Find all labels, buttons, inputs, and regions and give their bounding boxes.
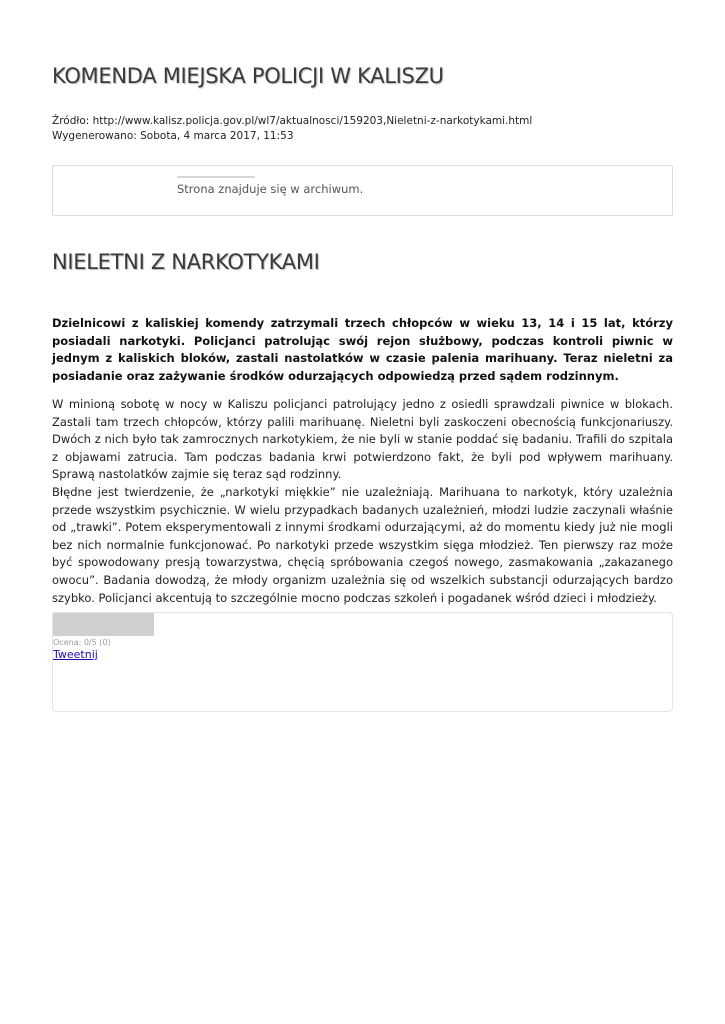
generated-date: Wygenerowano: Sobota, 4 marca 2017, 11:53 (52, 130, 294, 142)
article-lead: Dzielnicowi z kaliskiej komendy zatrzymali trzech chłopców w wieku 13, 14 i 15 lat, którzy posiadali narkotyki. Policjanci patrolując swój rejon służbowy, podczas kontroli piwnic w jednym z kaliskich bloków, zastali nastolatków w czasie palenia marihuany. Teraz nieletni za posiadanie oraz zażywanie środków odurzających odpowiedzą przed sądem rodzinnym. (52, 316, 673, 383)
rating-stars[interactable] (53, 613, 154, 636)
site-title: KOMENDA MIEJSKA POLICJI W KALISZU (52, 64, 444, 88)
tweet-link[interactable]: Tweetnij (53, 648, 98, 661)
article-paragraph: W minioną sobotę w nocy w Kaliszu policjanci patrolujący jedno z osiedli sprawdzali piwnice w blokach. Zastali tam trzech chłopców, którzy palili marihuanę. Nieletni byli zaskoczeni obecnością funkcjonariuszy. Dwóch z nich było tak zamrocznych narkotykiem, że nie byli w stanie poddać się badaniu. Trafili do szpitala z objawami zatrucia. Tam podczas badania krwi potwierdzono fakt, że byli pod wpływem marihuany. Sprawą nastolatków zajmie się teraz sąd rodzinny. (52, 397, 673, 482)
source-url: Źródło: http://www.kalisz.policja.gov.pl/wl7/aktualnosci/159203,Nieletni-z-narkotykami.html (52, 115, 533, 127)
rating-label: Ocena: 0/5 (0) (53, 638, 111, 647)
archive-notice: Strona znajduje się w archiwum. (177, 182, 364, 196)
rating-box (52, 612, 673, 712)
article-title: NIELETNI Z NARKOTYKAMI (52, 250, 320, 274)
article-body (52, 396, 673, 607)
archive-divider (177, 176, 255, 178)
article-paragraph: Błędne jest twierdzenie, że „narkotyki miękkie” nie uzależniają. Marihuana to narkotyk, który uzależnia przede wszystkim psychicznie. W wielu przypadkach badanych uzależnień, młodzi ludzie zaczynali właśnie od „trawki”. Potem eksperymentowali z innymi środkami odurzającymi, aż do momentu kiedy już nie mogli bez nich normalnie funkcjonować. Po narkotyki przede wszystkim sięga młodzież. Ten pierwszy raz może być spowodowany presją towarzystwa, chęcią spróbowania czegoś nowego, zasmakowania „zakazanego owocu”. Badania dowodzą, że młody organizm uzależnia się od wszelkich substancji odurzających bardzo szybko. Policjanci akcentują to szczególnie mocno podczas szkoleń i pogadanek wśród dzieci i młodzieży. (52, 484, 673, 605)
archive-notice-box (52, 165, 673, 216)
page-meta (52, 114, 532, 144)
